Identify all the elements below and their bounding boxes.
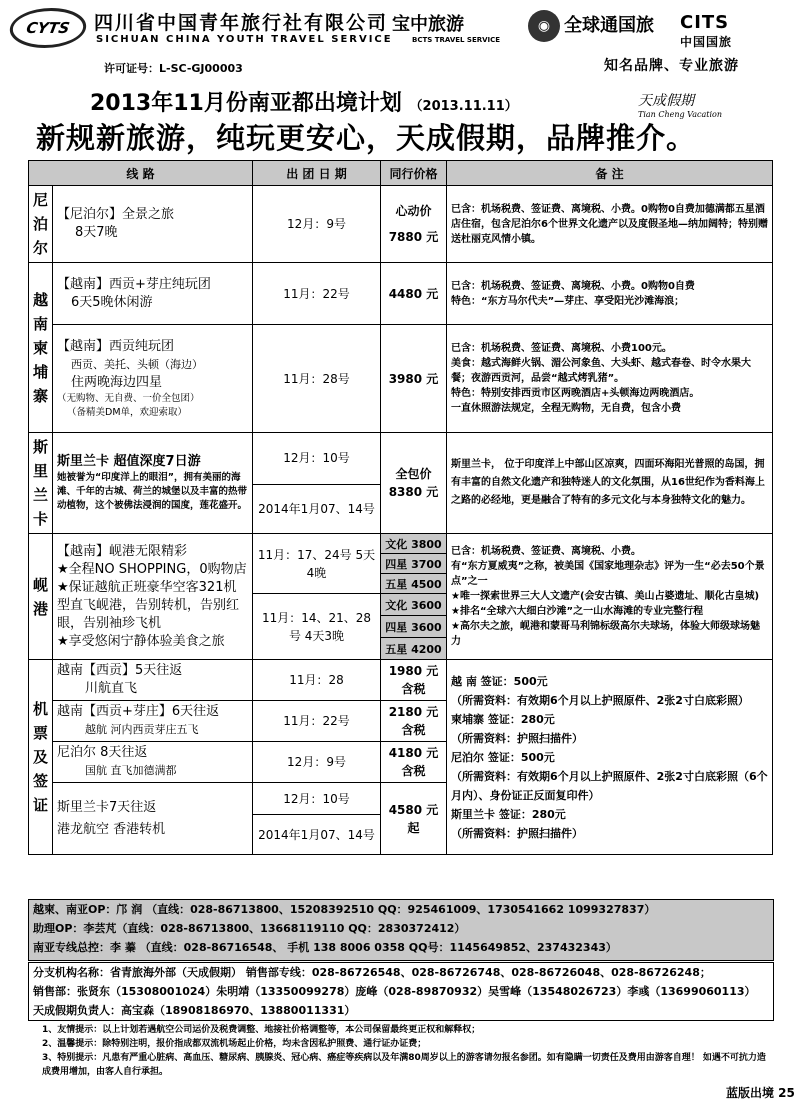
table-row (29, 660, 773, 701)
region-vietnam-cambodia: 越南柬埔寨 (29, 263, 53, 433)
route-cell: 【尼泊尔】全景之旅 8天7晚 (53, 186, 253, 263)
price-tag: 四星 3600 (381, 616, 447, 638)
route-cell: 斯里兰卡7天往返 港龙航空 香港转机 (53, 783, 253, 855)
cits-logo: CITS 中国国旅 (680, 12, 733, 49)
route-cell: 尼泊尔 8天往返 国航 直飞加德满都 (53, 742, 253, 783)
price-cell: 2180 元含税 (381, 701, 447, 742)
route-cell: 【越南】西贡+芽庄纯玩团 6天5晚休闲游 (53, 263, 253, 325)
region-danang: 岘港 (29, 534, 53, 660)
note-cell: 已含：机场税费、签证费、离境税、小费。 有“东方夏威夷”之称，被美国《国家地理杂志》评为一生“必去50个景点”之一 ★唯一探索世界三大人文遗产(会安古镇、美山占婆遗址、顺化古皇城) ★排名“全球六大细白沙滩”之一山水海滩的专业完整行程 ★高尔夫之旅，岘港和蒙哥马利锦标级高尔夫球场，体验大师级球场魅力 (447, 534, 773, 660)
region-nepal: 尼泊尔 (29, 186, 53, 263)
price-cell: 4480 元 (381, 263, 447, 325)
date-cell: 2014年1月07、14号 (253, 815, 381, 855)
table-row (29, 186, 773, 263)
page-title: 2013年11月份南亚都出境计划 （2013.11.11） (90, 91, 518, 116)
note-cell: 斯里兰卡， 位于印度洋上中部山区凉爽，四面环海阳光普照的岛国，拥有丰富的自然文化遗产和独特迷人的文化氛围，从16世纪作为香料海上之路的必经地，更是融合了特有的多元文化与本身独特文化的魅力。 (447, 433, 773, 534)
table-row (29, 325, 773, 433)
price-cell: 心动价 7880 元 (381, 186, 447, 263)
note-cell: 已含：机场税费、签证费、离境税、小费。0购物0自费 特色：“东方马尔代夫”—芽庄、享受阳光沙滩海浪； (447, 263, 773, 325)
route-cell: 斯里兰卡 超值深度7日游 她被誉为“印度洋上的眼泪”，拥有美丽的海滩、千年的古城、荷兰的城堡以及丰富的热带动植物，这个被佛法浸润的国度，莲花盛开。 (53, 433, 253, 534)
price-tag: 文化 3800 (381, 534, 447, 554)
date-cell: 11月：22号 (253, 701, 381, 742)
page-number: 蓝版出境 25 (726, 1086, 795, 1100)
quanqiutong-logo: ◉ 全球通国旅 (528, 10, 654, 42)
bcts-logo: 宝中旅游 BCTS TRAVEL SERVICE (392, 14, 501, 44)
tiancheng-logo: 天成假期 Tian Cheng Vacation (638, 93, 722, 119)
company-name-cn: 四川省中国青年旅行社有限公司 (94, 12, 389, 34)
date-cell: 11月：28 (253, 660, 381, 701)
date-cell: 11月：22号 (253, 263, 381, 325)
headline: 新规新旅游，纯玩更安心，天成假期，品牌推介。 (36, 121, 697, 155)
branch-contacts: 分支机构名称：省青旅海外部（天成假期） 销售部专线：028-86726548、028-86726748、028-86726048、028-86726248； 销售部：张贤东（15308001024）朱明靖（13350099278）庞峰（028-89870932）吴雪峰（13548026723）李彧（13699060113） 天成假期负责人：高宝森（18908186970、13880011331） (28, 962, 774, 1021)
region-tickets: 机票及签证 (29, 660, 53, 855)
route-cell: 【越南】西贡纯玩团 西贡、美托、头顿（海边） 住两晚海边四星 （无购物、无自费、一价全包团） （备精美DM单，欢迎索取） (53, 325, 253, 433)
globe-icon: ◉ (528, 10, 560, 42)
table-header (29, 161, 773, 186)
itinerary-table (28, 160, 773, 855)
price-tag: 四星 3700 (381, 554, 447, 574)
header-price: 同行价格 (381, 161, 447, 186)
price-cell: 4180 元含税 (381, 742, 447, 783)
table-row (29, 433, 773, 485)
table-row (29, 263, 773, 325)
note-cell: 已含：机场税费、签证费、离境税、小费100元。 美食：越式海鲜火锅、湄公河象鱼、大头虾、越式春卷、时令水果大餐；夜游西贡河，品尝“越式烤乳猪”。 特色：特别安排西贡市区两晚酒店+头顿海边两晚酒店。 一直休照游法规定，全程无购物，无自费，包含小费 (447, 325, 773, 433)
price-cell: 1980 元含税 (381, 660, 447, 701)
price-tag: 五星 4500 (381, 574, 447, 594)
date-cell: 12月：10号 (253, 783, 381, 815)
price-cell: 全包价 8380 元 (381, 433, 447, 534)
date-cell: 2014年1月07、14号 (253, 484, 381, 533)
date-cell: 12月：9号 (253, 186, 381, 263)
route-cell: 越南【西贡】5天往返 川航直飞 (53, 660, 253, 701)
visa-cell: 越 南 签证：500元 （所需资料：有效期6个月以上护照原件、2张2寸白底彩照） 柬埔寨 签证：280元 （所需资料：护照扫描件） 尼泊尔 签证：500元 （所需资料：有效期6个月以上护照原件、2张2寸白底彩照（6个月内）、身份证正反面复印件） 斯里兰卡 签证：280元 （所需资料：护照扫描件） (447, 660, 773, 855)
license-number: 许可证号：L-SC-GJ00003 (104, 62, 243, 75)
header-route: 线 路 (29, 161, 253, 186)
price-tag: 五星 4200 (381, 638, 447, 660)
date-cell: 12月：9号 (253, 742, 381, 783)
header-date: 出 团 日 期 (253, 161, 381, 186)
table-row (29, 534, 773, 554)
header-notes: 备 注 (447, 161, 773, 186)
slogan: 知名品牌、专业旅游 (604, 58, 739, 74)
date-cell: 12月：10号 (253, 433, 381, 485)
date-cell: 11月：28号 (253, 325, 381, 433)
operator-contacts: 越柬、南亚OP：邝 润 （直线：028-86713800、15208392510 QQ：925461009、1730541662 1099327837） 助理OP：李芸芃（直线：028-86713800、13668119110 QQ：2830372412） 南亚专线总控：李 蓁 （直线：028-86716548、 手机 138 8006 0358 QQ号：1145649852、237432343） (28, 899, 774, 961)
company-name-en: SICHUAN CHINA YOUTH TRAVEL SERVICE (96, 34, 393, 45)
route-cell: 【越南】岘港无限精彩 ★全程NO SHOPPING，0购物店 ★保证越航正班豪华空客321机型直飞岘港，告别转机，告别红眼，告别袖珍飞机 ★享受悠闲宁静体验美食之旅 (53, 534, 253, 660)
header (0, 0, 800, 52)
cyts-logo: CYTS (6, 8, 89, 48)
date-cell: 11月：17、24号 5天4晚 (253, 534, 381, 594)
note-cell: 已含：机场税费、签证费、离境税、小费。0购物0自费加德满都五星酒店住宿，包含尼泊尔6个世界文化遗产以及度假圣地—纳加阔特；特别赠送杜丽克风情小镇。 (447, 186, 773, 263)
price-cell: 4580 元起 (381, 783, 447, 855)
tips: 1、友情提示：以上计划若遇航空公司运价及税费调整、地接社价格调整等，本公司保留最终更正权和解释权； 2、温馨提示：除特别注明，报价指成都双流机场起止价格，均未含因私护照费、通行证办证费； 3、特别提示：凡患有严重心脏病、高血压、糖尿病、胰腺炎、冠心病、癌症等疾病以及年满80周岁以上的游客请勿报名参团。如有隐瞒一切责任及费用由游客自理！ 如遇不可抗力造成费用增加，由客人自行承担。 (42, 1025, 766, 1077)
price-tag: 文化 3600 (381, 594, 447, 616)
region-srilanka: 斯里兰卡 (29, 433, 53, 534)
date-cell: 11月：14、21、28号 4天3晚 (253, 594, 381, 660)
price-cell: 3980 元 (381, 325, 447, 433)
route-cell: 越南【西贡+芽庄】6天往返 越航 河内西贡芽庄五飞 (53, 701, 253, 742)
